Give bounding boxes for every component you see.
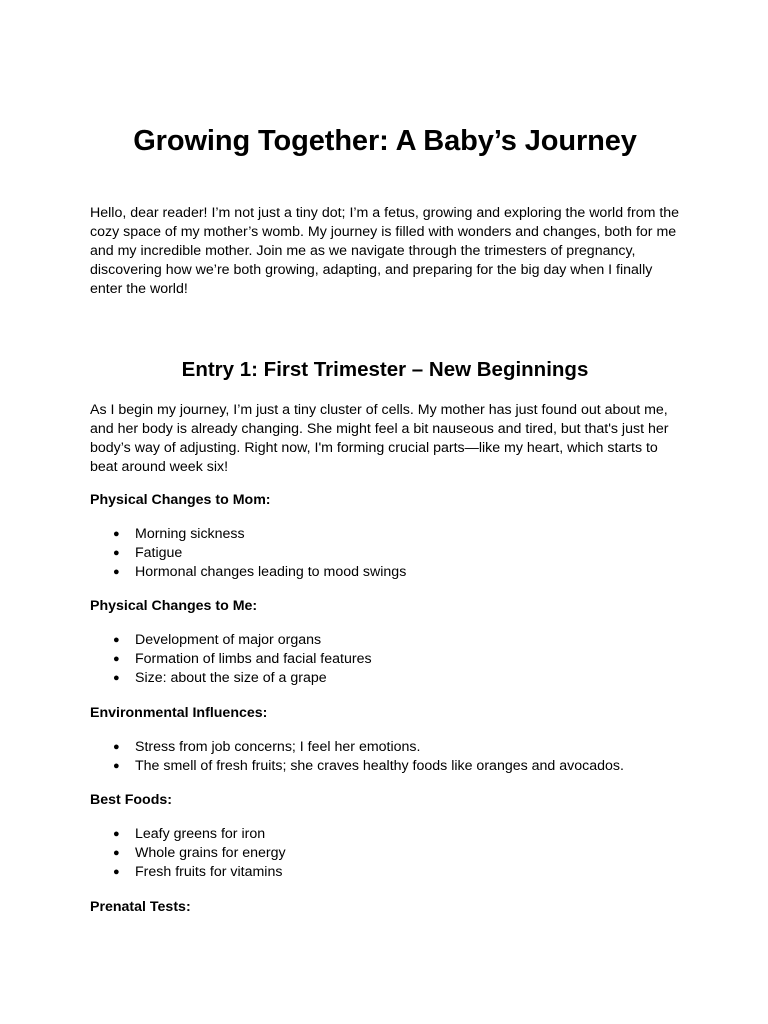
- section-best-foods: [90, 791, 680, 810]
- section-mom-changes: [90, 491, 680, 510]
- list-item: ● Morning sickness: [113, 526, 245, 542]
- intro-paragraph: Hello, dear reader! I’m not just a tiny dot; I’m a fetus, growing and exploring the world from the cozy space of my mother’s womb. My journey is filled with wonders and changes, both for me and my incredible mother. Join me as we navigate through the trimesters of pregnancy, discovering how we’re both growing, adapting, and preparing for the big day when I finally enter the world!: [90, 205, 680, 297]
- list-item: ● The smell of fresh fruits; she craves healthy foods like oranges and avocados.: [113, 758, 624, 774]
- bullet-icon: ●: [113, 672, 120, 684]
- list-item: ● Formation of limbs and facial features: [113, 651, 372, 667]
- best-foods-list: [90, 825, 680, 882]
- list-item: ● Fresh fruits for vitamins: [113, 864, 283, 880]
- list-item: ● Stress from job concerns; I feel her emotions.: [113, 739, 421, 755]
- list-item: ● Whole grains for energy: [113, 845, 286, 861]
- bullet-icon: ●: [113, 847, 120, 859]
- bullet-icon: ●: [113, 866, 120, 878]
- bullet-icon: ●: [113, 828, 120, 840]
- section-heading: Best Foods:: [90, 792, 172, 808]
- section-heading: Prenatal Tests:: [90, 899, 191, 915]
- document-title: Growing Together: A Baby’s Journey: [133, 125, 637, 157]
- entry-1-paragraph: As I begin my journey, I’m just a tiny cluster of cells. My mother has just found out about me, and her body is already changing. She might feel a bit nauseous and tired, but that's just her body’s way of adjusting. Right now, I'm forming crucial parts—like my heart, which starts to beat around week six!: [90, 402, 669, 475]
- section-heading: Environmental Influences:: [90, 705, 268, 721]
- list-item: ● Development of major organs: [113, 632, 322, 648]
- list-item: ● Leafy greens for iron: [113, 826, 266, 842]
- bullet-icon: ●: [113, 653, 120, 665]
- mom-changes-list: [90, 525, 680, 582]
- list-item: ● Fatigue: [113, 545, 183, 561]
- section-prenatal-tests: [90, 898, 680, 917]
- section-baby-changes: [90, 597, 680, 616]
- bullet-icon: ●: [113, 547, 120, 559]
- bullet-icon: ●: [113, 528, 120, 540]
- list-item: ● Hormonal changes leading to mood swings: [113, 564, 407, 580]
- environmental-influences-list: [90, 738, 680, 776]
- entry-1-heading: Entry 1: First Trimester – New Beginnings: [181, 358, 589, 381]
- section-heading: Physical Changes to Me:: [90, 598, 258, 614]
- baby-changes-list: [90, 631, 680, 688]
- bullet-icon: ●: [113, 566, 120, 578]
- bullet-icon: ●: [113, 634, 120, 646]
- section-heading: Physical Changes to Mom:: [90, 492, 271, 508]
- bullet-icon: ●: [113, 741, 120, 753]
- section-environmental-influences: [90, 704, 680, 723]
- list-item: ● Size: about the size of a grape: [113, 670, 327, 686]
- bullet-icon: ●: [113, 760, 120, 772]
